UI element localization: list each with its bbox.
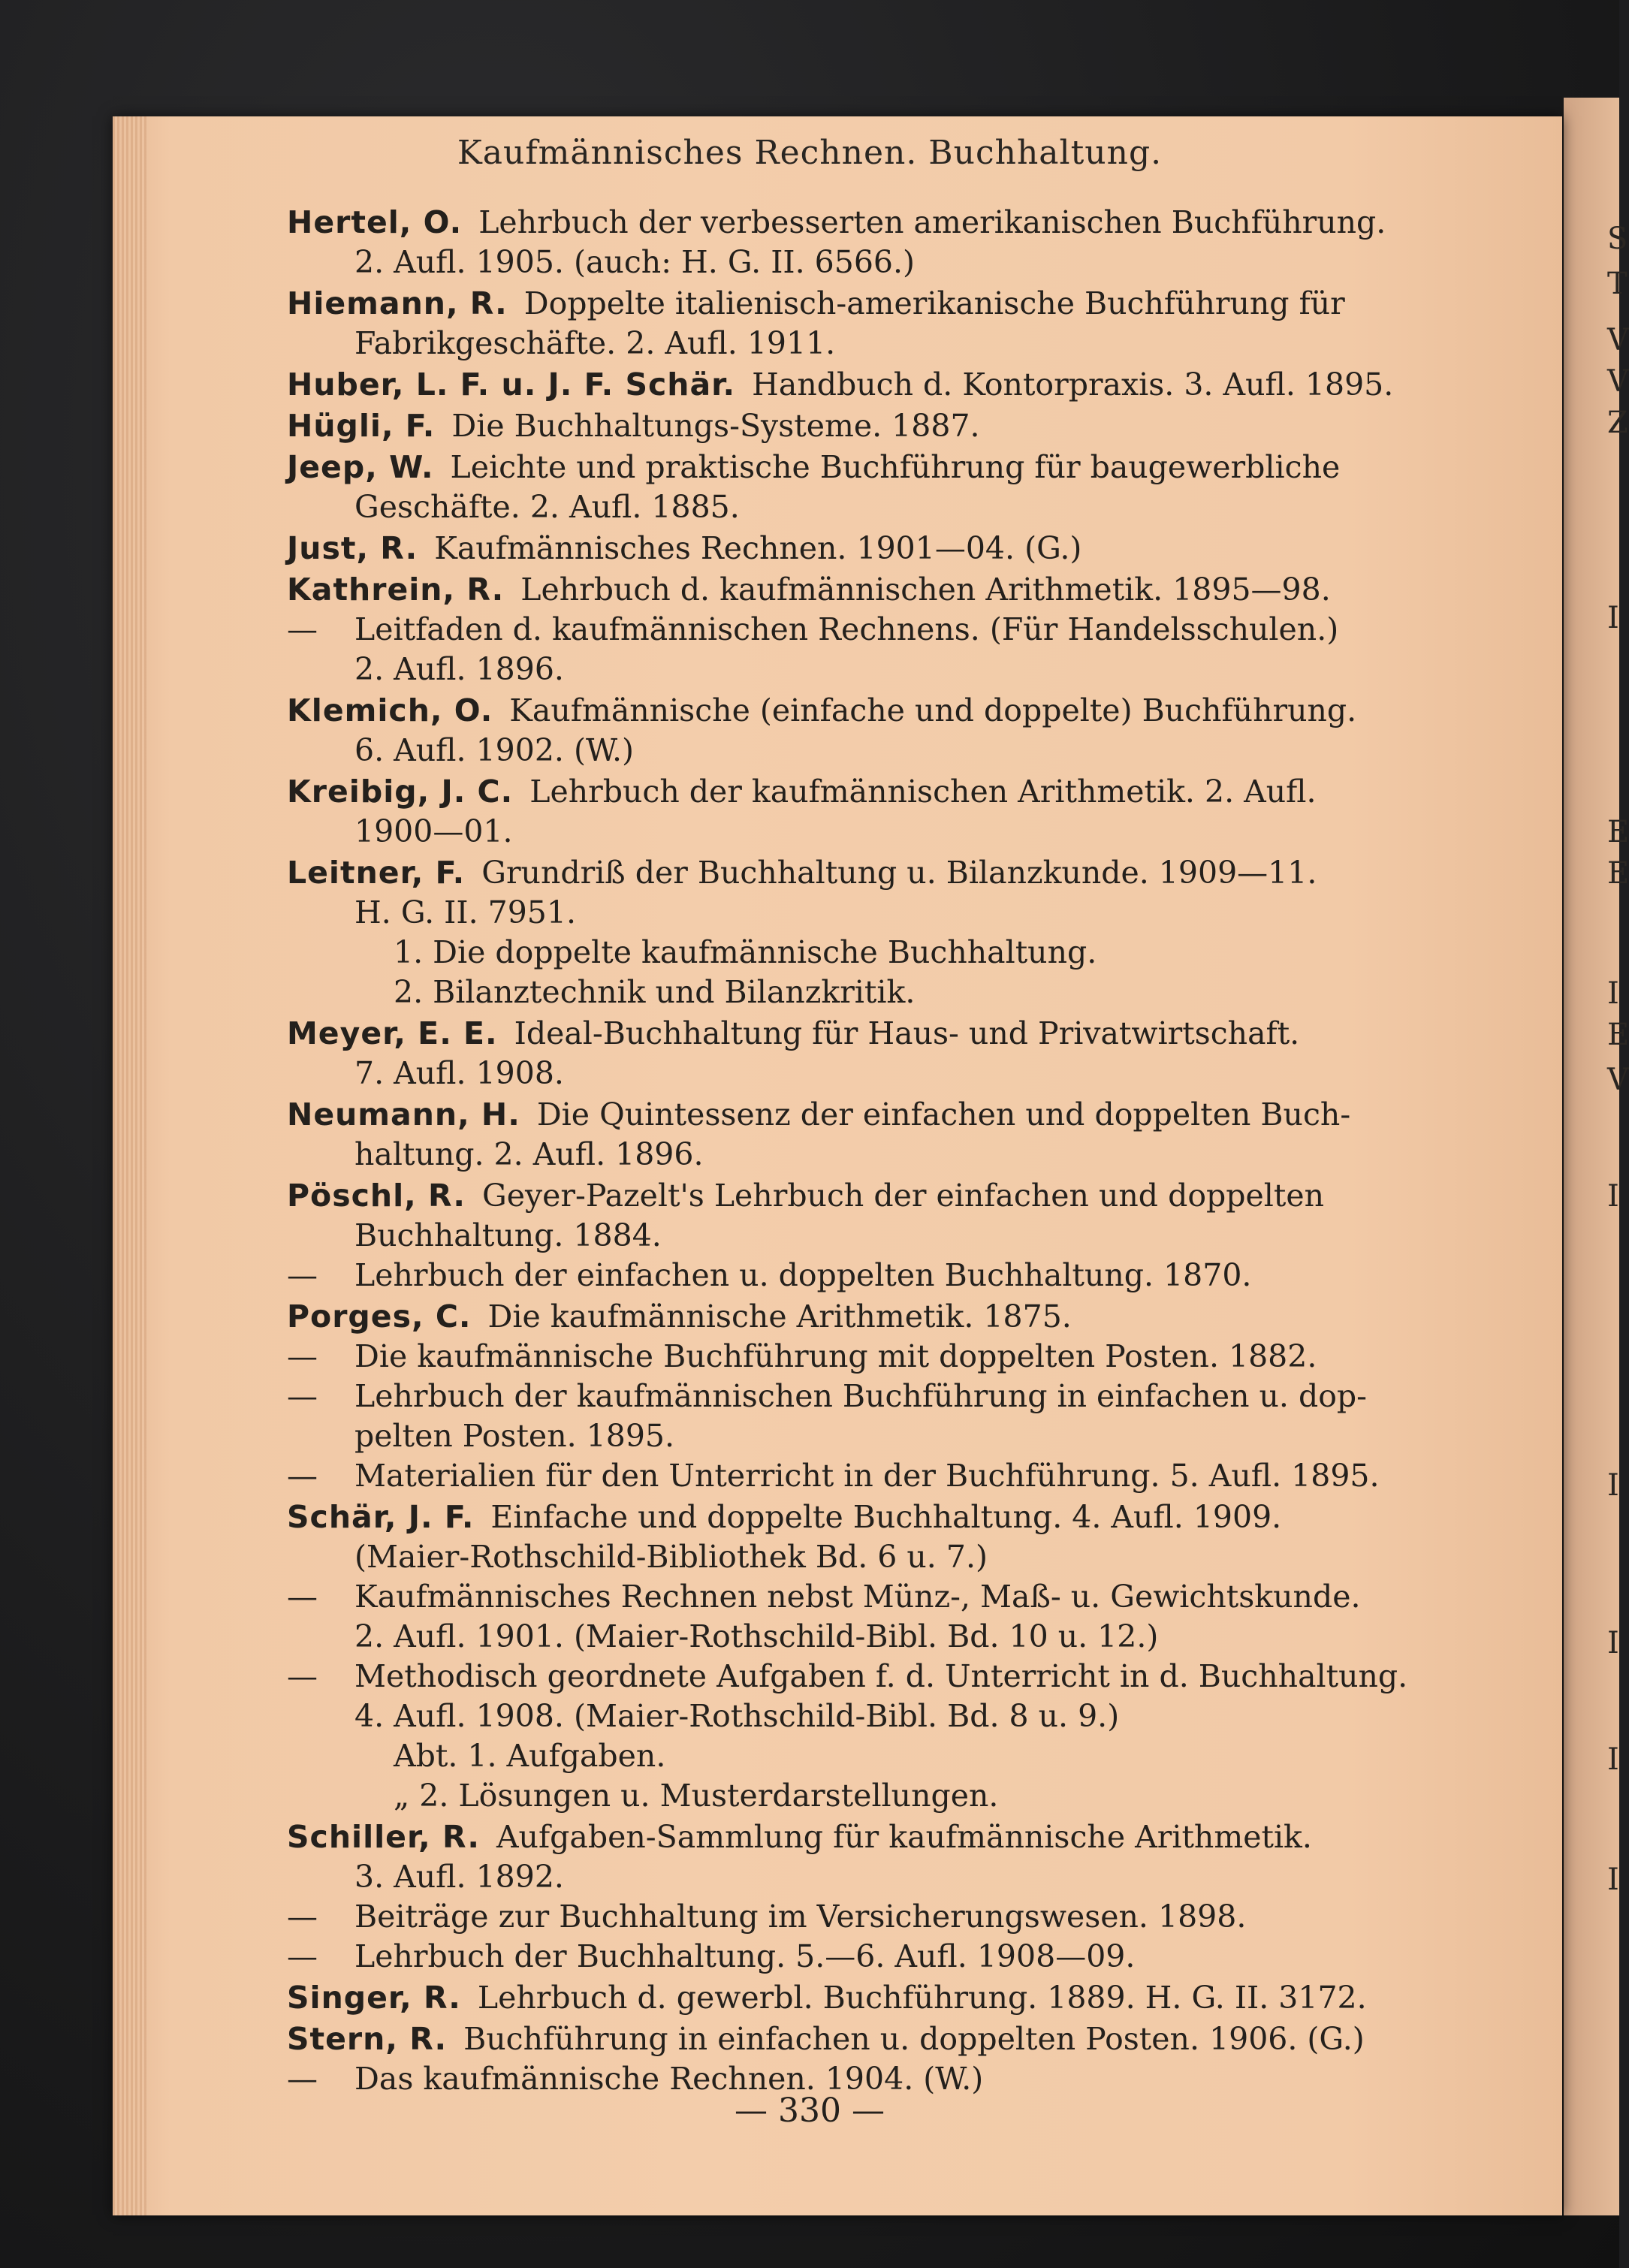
entry-continuation-line: Fabrikgeschäfte. 2. Aufl. 1911. bbox=[354, 325, 836, 361]
entry-title: Lehrbuch der Buchhaltung. 5.—6. Aufl. 1908—09. bbox=[354, 1938, 1136, 1974]
entry-first-line bbox=[287, 853, 1422, 893]
entry-title: Die kaufmännische Buchführung mit doppelten Posten. 1882. bbox=[354, 1338, 1317, 1374]
entry-title: Beiträge zur Buchhaltung im Versicherungswesen. 1898. bbox=[354, 1899, 1247, 1935]
entry-first-line bbox=[287, 203, 1422, 243]
bibliography-entry bbox=[287, 365, 1422, 405]
entry-continuation-line: 3. Aufl. 1892. bbox=[354, 1859, 564, 1895]
bibliography-entry bbox=[287, 853, 1422, 1012]
entry-continuation-line bbox=[287, 1337, 1422, 1377]
entry-title: Buchführung in einfachen u. doppelten Posten. 1906. (G.) bbox=[463, 2021, 1365, 2057]
next-page-letter: V bbox=[1607, 1063, 1629, 1097]
author-name: Porges, C. bbox=[287, 1298, 472, 1335]
ditto-dash: — bbox=[287, 1658, 318, 1694]
next-page-letter: Z bbox=[1607, 406, 1628, 440]
bibliography-entry bbox=[287, 448, 1422, 527]
entry-continuation-line: 2. Aufl. 1901. (Maier-Rothschild-Bibl. Bd. 10 u. 12.) bbox=[354, 1618, 1159, 1654]
next-page-edge bbox=[1564, 98, 1629, 2215]
page-number: — 330 — bbox=[735, 2092, 885, 2130]
author-name: Hiemann, R. bbox=[287, 285, 508, 321]
entry-title: Handbuch d. Kontorpraxis. 3. Aufl. 1895. bbox=[752, 366, 1394, 403]
bibliography-list bbox=[287, 203, 1422, 2101]
entry-title: Leitfaden d. kaufmännischen Rechnens. (Für Handelsschulen.) bbox=[354, 611, 1339, 647]
entry-title: Die Quintessenz der einfachen und doppelten Buch- bbox=[536, 1096, 1351, 1132]
ditto-dash: — bbox=[287, 1938, 318, 1974]
next-page-letter: T bbox=[1607, 267, 1627, 301]
author-name: Kreibig, J. C. bbox=[287, 774, 514, 810]
entry-first-line bbox=[287, 570, 1422, 610]
entry-continuation-line bbox=[287, 1377, 1422, 1416]
ditto-dash: — bbox=[287, 1338, 318, 1374]
entry-first-line bbox=[287, 1817, 1422, 1857]
entry-title: Lehrbuch d. gewerbl. Buchführung. 1889. H. G. II. 3172. bbox=[477, 1980, 1367, 2016]
entry-first-line bbox=[287, 365, 1422, 405]
author-name: Meyer, E. E. bbox=[287, 1015, 498, 1051]
next-page-letter: I bbox=[1607, 976, 1619, 1011]
bibliography-entry bbox=[287, 1014, 1422, 1093]
next-page-letter: I bbox=[1607, 1468, 1619, 1503]
bibliography-entry bbox=[287, 1497, 1422, 1816]
entry-title: Das kaufmännische Rechnen. 1904. (W.) bbox=[354, 2061, 984, 2097]
author-name: Pöschl, R. bbox=[287, 1178, 466, 1214]
bibliography-entry bbox=[287, 772, 1422, 852]
author-name: Huber, L. F. u. J. F. Schär. bbox=[287, 366, 736, 403]
entry-title: Grundriß der Buchhaltung u. Bilanzkunde. 1909—11. bbox=[481, 855, 1317, 891]
bibliography-entry bbox=[287, 284, 1422, 363]
ditto-dash: — bbox=[287, 1579, 318, 1615]
entry-continuation-line: Abt. 1. Aufgaben. bbox=[394, 1738, 666, 1774]
author-name: Jeep, W. bbox=[287, 449, 434, 485]
bibliography-entry bbox=[287, 570, 1422, 689]
next-page-letter: E bbox=[1607, 856, 1629, 891]
entry-continuation-line: H. G. II. 7951. bbox=[354, 894, 577, 930]
entry-continuation-line: 4. Aufl. 1908. (Maier-Rothschild-Bibl. Bd. 8 u. 9.) bbox=[354, 1698, 1120, 1734]
bibliography-entry bbox=[287, 1176, 1422, 1295]
entry-title: Geyer-Pazelt's Lehrbuch der einfachen und doppelten bbox=[481, 1178, 1325, 1214]
bibliography-entry bbox=[287, 1978, 1422, 2018]
ditto-dash: — bbox=[287, 1899, 318, 1935]
bibliography-entry bbox=[287, 2019, 1422, 2099]
entry-title: Methodisch geordnete Aufgaben f. d. Unterricht in d. Buchhaltung. bbox=[354, 1658, 1408, 1694]
bibliography-entry bbox=[287, 1095, 1422, 1175]
next-page-letter: E bbox=[1607, 815, 1629, 849]
bibliography-entry bbox=[287, 406, 1422, 446]
entry-title: Aufgaben-Sammlung für kaufmännische Arithmetik. bbox=[496, 1819, 1312, 1855]
entry-title: Die Buchhaltungs-Systeme. 1887. bbox=[451, 408, 980, 444]
entry-continuation-line: 2. Aufl. 1896. bbox=[354, 651, 564, 687]
entry-title: Lehrbuch der kaufmännischen Buchführung in einfachen u. dop- bbox=[354, 1378, 1368, 1414]
next-page-letter: I bbox=[1607, 1626, 1619, 1660]
entry-first-line bbox=[287, 406, 1422, 446]
bibliography-entry bbox=[287, 1297, 1422, 1496]
next-page-letter: I bbox=[1607, 1742, 1619, 1777]
bibliography-entry bbox=[287, 203, 1422, 282]
entry-title: Lehrbuch d. kaufmännischen Arithmetik. 1895—98. bbox=[520, 572, 1331, 608]
ditto-dash: — bbox=[287, 1458, 318, 1494]
entry-first-line bbox=[287, 284, 1422, 324]
next-page-letter: I bbox=[1607, 1179, 1619, 1214]
bibliography-entry bbox=[287, 691, 1422, 771]
author-name: Stern, R. bbox=[287, 2021, 448, 2057]
entry-continuation-line bbox=[287, 1897, 1422, 1937]
entry-title: Lehrbuch der einfachen u. doppelten Buchhaltung. 1870. bbox=[354, 1257, 1252, 1293]
entry-continuation-line: 1900—01. bbox=[354, 813, 513, 849]
entry-continuation-line: pelten Posten. 1895. bbox=[354, 1418, 675, 1454]
next-page-letter: I bbox=[1607, 601, 1619, 635]
entry-first-line bbox=[287, 1297, 1422, 1337]
entry-first-line bbox=[287, 1095, 1422, 1135]
entry-title: Kaufmännisches Rechnen. 1901—04. (G.) bbox=[434, 530, 1082, 566]
next-page-letter: S bbox=[1607, 222, 1628, 256]
next-page-letter: I bbox=[1607, 1862, 1619, 1897]
author-name: Neumann, H. bbox=[287, 1096, 520, 1132]
entry-title: Kaufmännisches Rechnen nebst Münz-, Maß- u. Gewichtskunde. bbox=[354, 1579, 1361, 1615]
author-name: Leitner, F. bbox=[287, 855, 466, 891]
entry-title: Lehrbuch der verbesserten amerikanischen Buchführung. bbox=[478, 204, 1386, 240]
entry-continuation-line: „ 2. Lösungen u. Musterdarstellungen. bbox=[394, 1778, 999, 1814]
entry-title: Doppelte italienisch-amerikanische Buchführung für bbox=[523, 285, 1345, 321]
ditto-dash: — bbox=[287, 611, 318, 647]
running-header: Kaufmännisches Rechnen. Buchhaltung. bbox=[457, 134, 1163, 172]
entry-continuation-line bbox=[287, 1937, 1422, 1977]
entry-first-line bbox=[287, 529, 1422, 569]
next-page-letter: E bbox=[1607, 1018, 1629, 1052]
entry-continuation-line bbox=[287, 1256, 1422, 1295]
entry-first-line bbox=[287, 772, 1422, 812]
entry-first-line bbox=[287, 1014, 1422, 1054]
bibliography-entry bbox=[287, 1817, 1422, 1977]
ditto-dash: — bbox=[287, 2061, 318, 2097]
entry-first-line bbox=[287, 1497, 1422, 1537]
entry-continuation-line: 7. Aufl. 1908. bbox=[354, 1055, 564, 1091]
entry-first-line bbox=[287, 448, 1422, 487]
author-name: Hertel, O. bbox=[287, 204, 463, 240]
entry-title: Ideal-Buchhaltung für Haus- und Privatwirtschaft. bbox=[514, 1015, 1300, 1051]
entry-first-line bbox=[287, 1978, 1422, 2018]
ditto-dash: — bbox=[287, 1378, 318, 1414]
entry-continuation-line bbox=[287, 1456, 1422, 1496]
author-name: Kathrein, R. bbox=[287, 572, 505, 608]
entry-continuation-line: (Maier-Rothschild-Bibliothek Bd. 6 u. 7.) bbox=[354, 1539, 988, 1575]
entry-continuation-line: haltung. 2. Aufl. 1896. bbox=[354, 1136, 704, 1172]
page-edge-shadow bbox=[113, 116, 149, 2215]
entry-title: Kaufmännische (einfache und doppelte) Buchführung. bbox=[509, 692, 1357, 728]
author-name: Hügli, F. bbox=[287, 408, 436, 444]
entry-title: Materialien für den Unterricht in der Buchführung. 5. Aufl. 1895. bbox=[354, 1458, 1380, 1494]
entry-continuation-line: Buchhaltung. 1884. bbox=[354, 1217, 662, 1253]
author-name: Singer, R. bbox=[287, 1980, 461, 2016]
entry-first-line bbox=[287, 2019, 1422, 2059]
entry-continuation-line bbox=[287, 1657, 1422, 1696]
entry-title: Einfache und doppelte Buchhaltung. 4. Aufl. 1909. bbox=[490, 1499, 1282, 1535]
entry-title: Leichte und praktische Buchführung für baugewerbliche bbox=[450, 449, 1341, 485]
entry-continuation-line: 2. Aufl. 1905. (auch: H. G. II. 6566.) bbox=[354, 244, 916, 280]
entry-continuation-line bbox=[287, 1577, 1422, 1617]
bibliography-entry bbox=[287, 529, 1422, 569]
next-page-letter: V bbox=[1607, 364, 1629, 399]
ditto-dash: — bbox=[287, 1257, 318, 1293]
author-name: Schiller, R. bbox=[287, 1819, 480, 1855]
author-name: Schär, J. F. bbox=[287, 1499, 475, 1535]
entry-continuation-line bbox=[287, 610, 1422, 650]
entry-first-line bbox=[287, 691, 1422, 731]
entry-continuation-line: 6. Aufl. 1902. (W.) bbox=[354, 732, 634, 768]
next-page-letter: V bbox=[1607, 323, 1629, 357]
entry-continuation-line: Geschäfte. 2. Aufl. 1885. bbox=[354, 489, 740, 525]
author-name: Klemich, O. bbox=[287, 692, 493, 728]
entry-title: Die kaufmännische Arithmetik. 1875. bbox=[487, 1298, 1072, 1335]
entry-title: Lehrbuch der kaufmännischen Arithmetik. 2. Aufl. bbox=[529, 774, 1317, 810]
author-name: Just, R. bbox=[287, 530, 418, 566]
entry-continuation-line: 2. Bilanztechnik und Bilanzkritik. bbox=[394, 974, 916, 1010]
entry-first-line bbox=[287, 1176, 1422, 1216]
entry-continuation-line: 1. Die doppelte kaufmännische Buchhaltung. bbox=[394, 934, 1097, 970]
